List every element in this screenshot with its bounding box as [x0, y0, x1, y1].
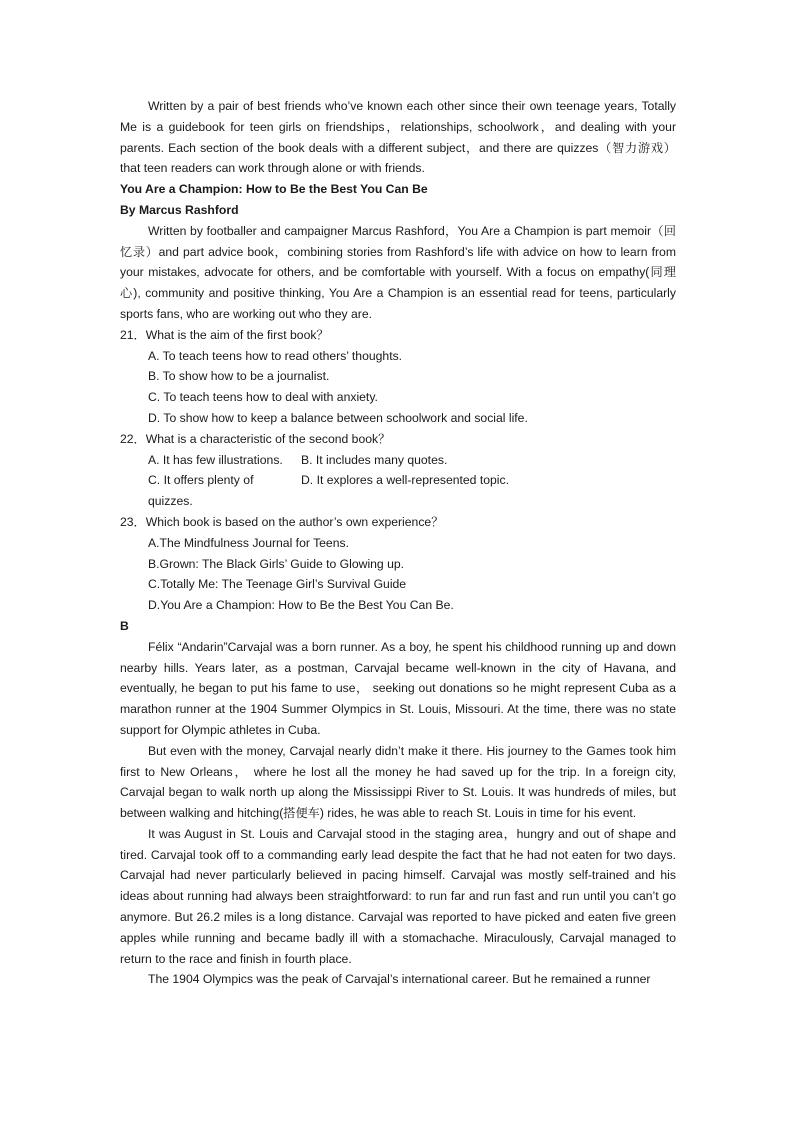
- passage-b-paragraph-3: It was August in St. Louis and Carvajal stood in the staging area，hungry and out of shape and tired. Carvajal took off to a commanding early lead despite the fact that he had not eaten for two days. Carvajal had never particularly believed in pacing himself. Carvajal was mostly self-trained and his ideas about running had always been straightforward: to run far and run fast and run until you can’t go anymore. But 26.2 miles is a long distance. Carvajal was reported to have picked and eaten five green apples while running and became badly ill with a stomachache. Miraculously, Carvajal managed to return to the race and finish in fourth place.: [120, 826, 676, 966]
- option-a: A. To teach teens how to read others’ thoughts.: [148, 348, 403, 363]
- passage-b-paragraph-4: The 1904 Olympics was the peak of Carvajal’s international career. But he remained a runner: [148, 972, 651, 987]
- document-page: [120, 96, 676, 990]
- option-c: C. It offers plenty of quizzes.: [148, 473, 254, 509]
- option-row: [120, 470, 676, 512]
- question-stem: 21．What is the aim of the first book？: [120, 327, 329, 342]
- option-b: B. To show how to be a journalist.: [148, 369, 330, 384]
- question-stem: 22．What is a characteristic of the second book？: [120, 431, 391, 446]
- passage-b-paragraph-1: Félix “Andarin”Carvajal was a born runner. As a boy, he spent his childhood running up and down nearby hills. Years later, as a postman, Carvajal became well-known in the city of Havana, and eventually, he began to put his fame to use， seeking out donations so he might represent Cuba as a marathon runner at the 1904 Summer Olympics in St. Louis, Missouri. At the time, there was no state support for Olympic athletes in Cuba.: [120, 639, 676, 737]
- option-a: A.The Mindfulness Journal for Teens.: [148, 535, 349, 550]
- option-b: B. It includes many quotes.: [301, 452, 448, 467]
- question-22: [120, 429, 676, 512]
- question-stem: 23．Which book is based on the author’s own experience？: [120, 514, 444, 529]
- book-paragraph: Written by footballer and campaigner Marcus Rashford，You Are a Champion is part memoir（回忆录）and part advice book，combining stories from Rashford’s life with advice on how to learn from your mistakes, advocate for others, and be comfortable with yourself. With a focus on empathy(同理心), community and positive thinking, You Are a Champion is an essential read for teens, particularly sports fans, who are working out who they are.: [120, 223, 676, 321]
- book-title: You Are a Champion: How to Be the Best You Can Be: [120, 182, 428, 197]
- question-21: [120, 325, 676, 429]
- intro-paragraph: Written by a pair of best friends who’ve known each other since their own teenage years, Totally Me is a guidebook for teen girls on friendships，relationships, schoolwork，and dealing with your parents. Each section of the book deals with a different subject，and there are quizzes（智力游戏）that teen readers can work through alone or with friends.: [120, 99, 676, 176]
- option-row: [120, 450, 676, 471]
- question-23: [120, 512, 676, 616]
- option-d: D. To show how to keep a balance between schoolwork and social life.: [148, 410, 528, 425]
- passage-b-paragraph-2: But even with the money, Carvajal nearly didn’t make it there. His journey to the Games took him first to New Orleans， where he lost all the money he had saved up for the trip. In a foreign city, Carvajal began to walk north up along the Mississippi River to St. Louis. It was hundreds of miles, but between walking and hitching(搭便车) rides, he was able to reach St. Louis in time for his event.: [120, 743, 676, 821]
- option-d: D. It explores a well-represented topic.: [301, 473, 509, 488]
- option-c: C. To teach teens how to deal with anxiety.: [148, 390, 378, 405]
- option-b: B.Grown: The Black Girls’ Guide to Glowing up.: [148, 556, 405, 571]
- option-a: A. It has few illustrations.: [148, 452, 283, 467]
- option-c: C.Totally Me: The Teenage Girl’s Survival Guide: [148, 577, 407, 592]
- section-b-title: B: [120, 618, 129, 633]
- book-author: By Marcus Rashford: [120, 202, 239, 217]
- option-d: D.You Are a Champion: How to Be the Best You Can Be.: [148, 598, 454, 613]
